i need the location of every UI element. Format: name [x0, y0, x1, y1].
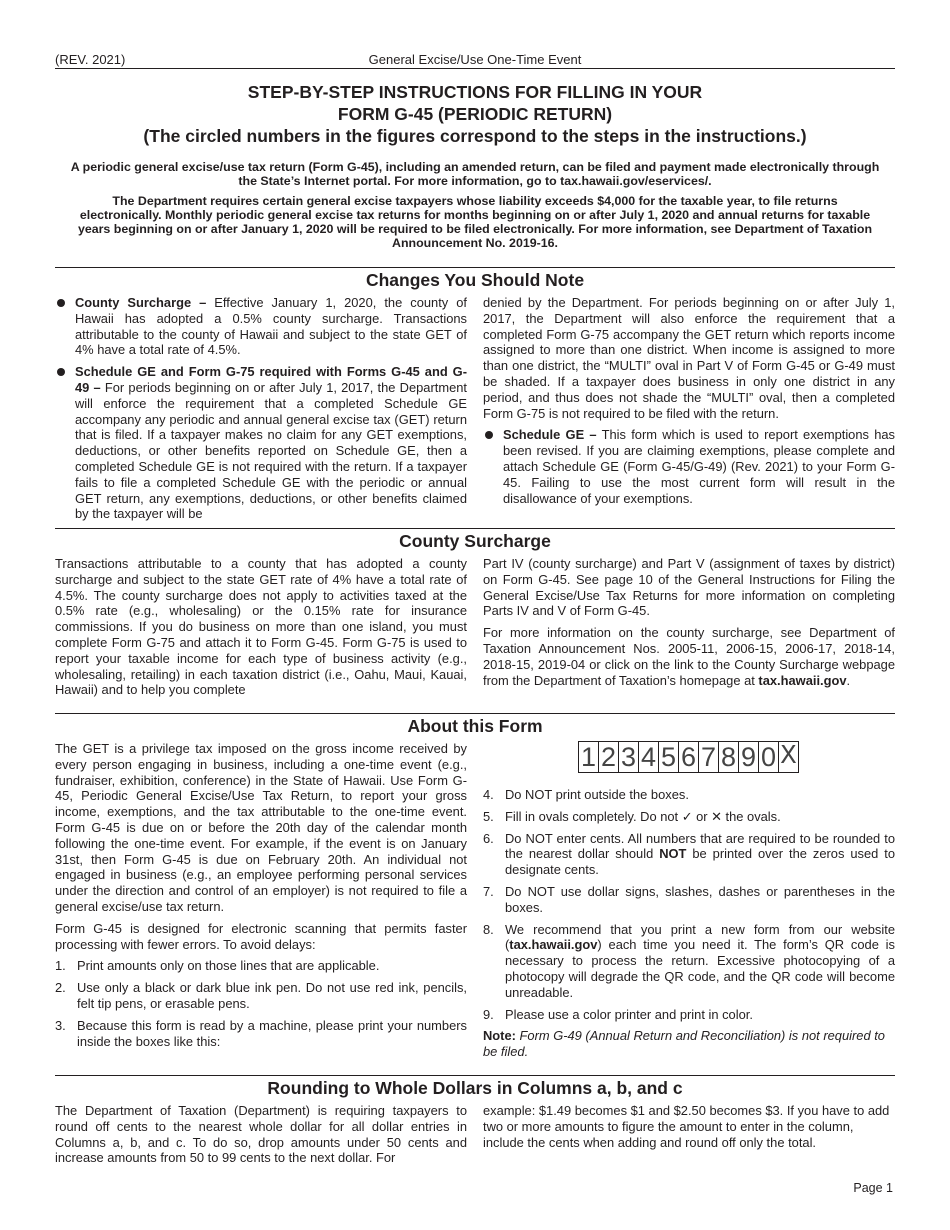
list-item	[483, 809, 895, 825]
header-title: General Excise/Use One-Time Event	[368, 52, 582, 67]
list-item	[483, 922, 895, 1001]
paragraph: The Department of Taxation (Department) is requiring taxpayers to round off cents to the nearest whole dollar for all dollar entries in Columns a, b, and c. To do so, drop amounts under 50 cents and increase amounts from 50 to 99 cents to the next dollar. For	[55, 1103, 467, 1166]
section-changes	[55, 267, 895, 528]
list-item	[483, 787, 895, 803]
item-text: We recommend that you print a new form from our website (	[505, 921, 895, 953]
bullet-title: Schedule GE –	[503, 427, 597, 443]
paragraph	[483, 625, 895, 688]
item-number: 9.	[483, 1006, 494, 1022]
section-heading: Rounding to Whole Dollars in Columns a, b, and c	[55, 1075, 895, 1099]
digit-box: 6	[678, 741, 699, 773]
bullet-item	[483, 427, 895, 506]
paragraph: The GET is a privilege tax imposed on the gross income received by every person engaging in business, including a one-time event (e.g., fundraiser, exhibition, conference) in the State of Hawaii. Use Form G-45, Periodic General Excise/Use Tax Return, to report your gross income, exemptions, and the tax attributable to the one-time event. Form G-45 is due on or before the 20th day of the calendar month following the one-time event. For example, if the event is on January 31st, then Form G-45 is due on February 20th. An individual not engaged in business (e.g., an employee performing personal services under the direction and control of an employer) is not required to file a general excise/use tax return.	[55, 741, 467, 914]
section-about	[55, 713, 895, 1066]
digit-box: 2	[598, 741, 619, 773]
item-text: be printed over the zeros used to designate cents.	[505, 846, 895, 878]
bullet-text: This form which is used to report exemptions has been revised. If you are claiming exemptions, please complete and attach Schedule GE (Form G-45/G-49) (Rev. 2021) to your Form G-45. Failing to use the most current form will result in the disallowance of your exemptions.	[503, 427, 895, 506]
page-header	[55, 52, 895, 69]
item-text: Do NOT use dollar signs, slashes, dashes or parentheses in the boxes.	[505, 883, 895, 915]
item-number: 7.	[483, 883, 494, 899]
website-link[interactable]: tax.hawaii.gov	[509, 937, 598, 953]
page-number: Page 1	[853, 1181, 893, 1195]
subtitle: (The circled numbers in the figures correspond to the steps in the instructions.)	[143, 126, 807, 146]
digit-box: 5	[658, 741, 679, 773]
note-label: Note:	[483, 1028, 516, 1044]
digit-box: 9	[738, 741, 759, 773]
section-heading: About this Form	[55, 713, 895, 737]
item-text: ) each time you need it. The form’s QR code is necessary to process the return. Excessive photocopying of a photocopy will degrade the QR code, and the QR code will become unreadable.	[505, 937, 895, 1000]
item-number: 2.	[55, 980, 66, 996]
item-number: 6.	[483, 830, 494, 846]
title-line: STEP-BY-STEP INSTRUCTIONS FOR FILLING IN YOUR	[247, 82, 703, 102]
note-text: Form G-49 (Annual Return and Reconciliation) is not required to be filed.	[483, 1028, 885, 1060]
item-text: Fill in ovals completely. Do not ✓ or ✕ the ovals.	[505, 808, 781, 824]
digit-box: 7	[698, 741, 719, 773]
note	[483, 1028, 895, 1060]
item-number: 5.	[483, 808, 494, 824]
item-text: Print amounts only on those lines that are applicable.	[77, 958, 380, 974]
item-emphasis: NOT	[659, 846, 687, 862]
item-text: Because this form is read by a machine, please print your numbers inside the boxes like this:	[77, 1017, 467, 1049]
paragraph: Part IV (county surcharge) and Part V (assignment of taxes by district) on Form G-45. See page 10 of the General Instructions for Filing the General Excise/Use Tax Returns for more information on completing Parts IV and V of Form G-45.	[483, 556, 895, 619]
digit-boxes-example	[483, 741, 895, 773]
paragraph: Transactions attributable to a county that has adopted a county surcharge and subject to the state GET rate of 4% have a total rate of 4.5%. The county surcharge does not apply to activities taxed at the 0.5% rate (e.g., wholesaling) or the 0.15% rate for insurance commissions. If you do business on more than one island, you must complete Form G-75 and attach it to Form G-45. Form G-75 is used to report your taxable income for each type of business activity (e.g., wholesaling, retailing) in each taxation district (i.e., Oahu, Maui, Kauai, Hawaii) and to help you complete	[55, 556, 467, 698]
list-item	[55, 958, 467, 974]
digit-box: X	[778, 741, 799, 773]
title-line: FORM G-45 (PERIODIC RETURN)	[337, 104, 613, 124]
bullet-title: County Surcharge –	[75, 295, 207, 310]
list-item	[55, 980, 467, 1012]
item-text: Please use a color printer and print in color.	[505, 1006, 753, 1022]
intro-paragraph: The Department requires certain general excise taxpayers whose liability exceeds $4,000 for the taxable year, to file returns electronically. Monthly periodic general excise tax returns for months beginning on or after July 1, 2020 and annual returns for taxable years beginning on or after January 1, 2020 will be required to be filed electronically. For more information, see Department of Taxation Announcement No. 2019-16.	[77, 194, 873, 250]
bullet-item	[55, 295, 467, 358]
bullet-continuation: denied by the Department. For periods beginning on or after July 1, 2017, the Department will also enforce the requirement that a completed Form G-75 accompany the GET return which reports income assigned to more than one district. When income is assigned to more than one district, the “MULTI” oval in Part V of Form G-45 or G-49 must be shaded. If a taxpayer does business in only one district in any period, and thus does not shade the “MULTI” oval, then a completed Form G-75 is not required to be filed with the return.	[483, 295, 895, 421]
list-item	[483, 1007, 895, 1023]
text: For more information on the county surcharge, see Department of Taxation Announcement Nos. 2005-11, 2006-15, 2006-17, 2018-14, 2018-15, 2019-04 or click on the link to the County Surcharge webpage from the Department of Taxation’s homepage at	[483, 625, 895, 688]
bullet-text: For periods beginning on or after July 1, 2017, the Department will enforce the requirement that a completed Schedule GE accompany any periodic and annual general excise tax (GET) return that is filed. If a taxpayer makes no claim for any GET exemptions, deductions, or other benefits reported on Schedule GE, then a completed Schedule GE is not required with the return. If a taxpayer fails to file a completed Schedule GE with the periodic or annual GET return, any exemptions, deductions, or other benefits claimed by the taxpayer will be	[75, 379, 468, 522]
item-number: 8.	[483, 921, 494, 937]
section-rounding	[55, 1075, 895, 1172]
text: .	[846, 672, 851, 688]
item-text: Do NOT print outside the boxes.	[505, 787, 689, 802]
section-county	[55, 528, 895, 704]
revision: (REV. 2021)	[55, 52, 126, 67]
bullet-title: Schedule GE and Form G-75 required with Forms G-45 and G-49 –	[75, 364, 467, 395]
paragraph: example: $1.49 becomes $1 and $2.50 becomes $3. If you have to add two or more amounts to figure the amount to enter in the column, include the cents when adding and round off only the total.	[483, 1103, 890, 1150]
item-number: 1.	[55, 958, 66, 974]
digit-box: 4	[638, 741, 659, 773]
list-item	[483, 831, 895, 878]
item-number: 3.	[55, 1017, 66, 1033]
item-text: Use only a black or dark blue ink pen. Do not use red ink, pencils, felt tip pens, or erasable pens.	[77, 980, 467, 1011]
bullet-text: Effective January 1, 2020, the county of Hawaii has adopted a 0.5% county surcharge. Transactions attributable to the county of Hawaii and subject to the state GET of 4% have a total rate of 4.5%.	[75, 295, 467, 358]
page-title	[55, 81, 895, 147]
intro	[70, 160, 880, 256]
intro-paragraph: A periodic general excise/use tax return (Form G-45), including an amended return, can be filed and payment made electronically through the State’s Internet portal. For more information, go to tax.hawaii.gov/eservices/.	[70, 160, 880, 188]
list-item	[483, 884, 895, 916]
section-heading: County Surcharge	[55, 528, 895, 552]
digit-box: 0	[758, 741, 779, 773]
bullet-item	[55, 364, 467, 522]
digit-box: 3	[618, 741, 639, 773]
item-number: 4.	[483, 787, 494, 802]
item-text: Do NOT enter cents. All numbers that are required to be rounded to the nearest dollar should	[505, 830, 895, 862]
digit-box: 1	[578, 741, 599, 773]
digit-box: 8	[718, 741, 739, 773]
section-heading: Changes You Should Note	[55, 267, 895, 291]
list-item	[55, 1018, 467, 1050]
website-link[interactable]: tax.hawaii.gov	[758, 672, 847, 688]
paragraph: Form G-45 is designed for electronic scanning that permits faster processing with fewer errors. To avoid delays:	[55, 920, 467, 952]
